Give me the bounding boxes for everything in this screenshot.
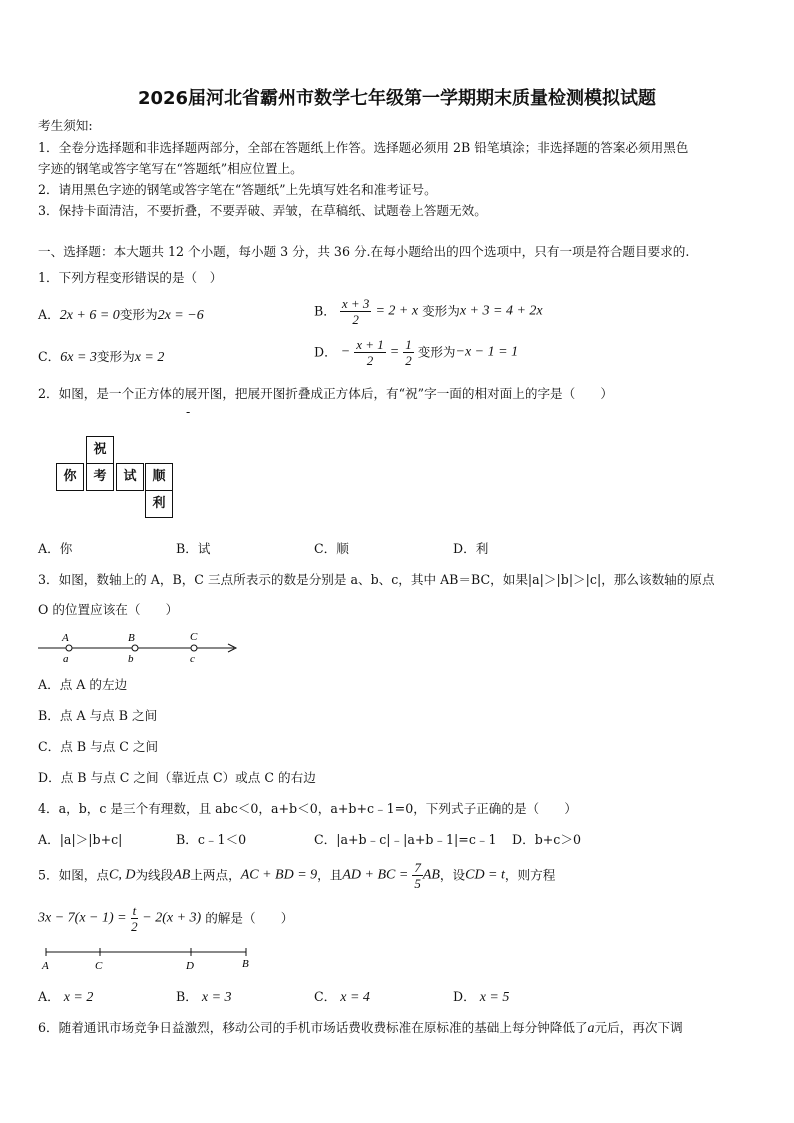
q4-option-d: D．b+c＞0 bbox=[512, 832, 581, 847]
section-heading: 一、选择题：本大题共 12 个小题，每小题 3 分，共 36 分.在每小题给出的四个选项中，只有一项是符合题目要求的. bbox=[38, 244, 690, 259]
q3-option-a: A．点 A 的左边 bbox=[38, 677, 128, 692]
q1-option-a: A．2x + 6 = 0变形为2x = −6 bbox=[38, 307, 204, 323]
label-c: C bbox=[190, 631, 198, 643]
value-c: c bbox=[190, 653, 195, 665]
q2-stem: 2．如图，是一个正方体的展开图，把展开图折叠成正方体后，有“祝”字一面的相对面上的字是（ ） bbox=[38, 386, 614, 401]
notice-line-3: 2．请用黑色字迹的钢笔或答字笔在“答题纸”上先填写姓名和准考证号。 bbox=[38, 182, 437, 197]
q5-option-c: C． x = 4 bbox=[314, 989, 370, 1005]
q4-option-c: C．|a+b﹣c|﹣|a+b﹣1|=c﹣1 bbox=[314, 832, 497, 847]
q5-option-d: D． x = 5 bbox=[453, 989, 510, 1005]
q4-stem: 4．a，b，c 是三个有理数，且 abc＜0，a+b＜0，a+b+c﹣1=0，下列式子正确的是（ ） bbox=[38, 801, 577, 816]
q5-stem: 5．如图，点C, D为线段AB上两点，AC + BD = 9，且AD + BC = $\frac{7}{5}$ AB，设CD = t，则方程 bbox=[38, 860, 556, 891]
label-b: B bbox=[242, 958, 249, 970]
label-b: B bbox=[128, 632, 135, 644]
q3-option-b: B．点 A 与点 B 之间 bbox=[38, 708, 158, 723]
notice-line-2: 字迹的钢笔或答字笔写在“答题纸”相应位置上。 bbox=[38, 161, 303, 176]
label-a: A bbox=[62, 632, 69, 644]
net-face: 利 bbox=[145, 490, 173, 518]
label-a: A bbox=[42, 960, 49, 972]
notice-heading: 考生须知: bbox=[38, 118, 93, 133]
number-line-figure bbox=[36, 628, 242, 668]
q3-option-c: C．点 B 与点 C 之间 bbox=[38, 739, 159, 754]
q1-option-c: C．6x = 3变形为x = 2 bbox=[38, 349, 165, 365]
label-d: D bbox=[186, 960, 194, 972]
q3-stem-line-1: 3．如图，数轴上的 A，B，C 三点所表示的数是分别是 a、b、c，其中 AB＝BC，如果|a|＞|b|＞|c|，那么该数轴的原点 bbox=[38, 572, 715, 587]
page-title: 2026届河北省霸州市数学七年级第一学期期末质量检测模拟试题 bbox=[137, 88, 657, 109]
net-face: 你 bbox=[56, 463, 84, 491]
segment-figure bbox=[38, 944, 254, 974]
q1-stem: 1．下列方程变形错误的是（ ） bbox=[38, 270, 223, 285]
q3-stem-line-2: O 的位置应该在（ ） bbox=[38, 602, 179, 617]
q3-option-d: D．点 B 与点 C 之间（靠近点 C）或点 C 的右边 bbox=[38, 770, 316, 785]
net-face: 顺 bbox=[145, 463, 173, 491]
net-face: 试 bbox=[116, 463, 144, 491]
q2-option-d: D．利 bbox=[453, 541, 489, 556]
label-c: C bbox=[95, 960, 103, 972]
point-c bbox=[191, 645, 197, 651]
q2-option-a: A．你 bbox=[38, 541, 73, 556]
net-face: 考 bbox=[86, 463, 114, 491]
point-a bbox=[66, 645, 72, 651]
q5-option-a: A． x = 2 bbox=[38, 989, 94, 1005]
q5-equation: 3x − 7(x − 1) = $\frac{t}{2}$ − 2(x + 3) 的解是（ ） bbox=[38, 903, 294, 934]
q6-stem: 6．随着通讯市场竞争日益激烈，移动公司的手机市场话费收费标准在原标准的基础上每分钟降低了a元后，再次下调 bbox=[38, 1020, 683, 1036]
notice-line-1: 1．全卷分选择题和非选择题两部分，全部在答题纸上作答。选择题必须用 2B 铅笔填涂；非选择题的答案必须用黑色 bbox=[38, 140, 689, 155]
q4-option-b: B．c﹣1＜0 bbox=[176, 832, 247, 847]
value-a: a bbox=[63, 653, 69, 665]
notice-line-4: 3．保持卡面清洁，不要折叠，不要弄破、弄皱，在草稿纸、试题卷上答题无效。 bbox=[38, 203, 487, 218]
q2-option-b: B．试 bbox=[176, 541, 211, 556]
q1-option-d: D． − $\frac{x + 1}{2}$ = $\frac{1}{2}$ 变形为−x − 1 = 1 bbox=[314, 337, 519, 368]
value-b: b bbox=[128, 653, 134, 665]
q2-option-c: C．顺 bbox=[314, 541, 349, 556]
net-face: 祝 bbox=[86, 436, 114, 464]
cube-net bbox=[56, 436, 176, 520]
q5-option-b: B． x = 3 bbox=[176, 989, 232, 1005]
point-b bbox=[132, 645, 138, 651]
q4-option-a: A．|a|＞|b+c| bbox=[38, 832, 123, 847]
stray-mark: - bbox=[186, 404, 191, 419]
q1-option-b: B． $\frac{x + 3}{2}$ = 2 + x 变形为x + 3 = 4 + 2x bbox=[314, 296, 543, 327]
